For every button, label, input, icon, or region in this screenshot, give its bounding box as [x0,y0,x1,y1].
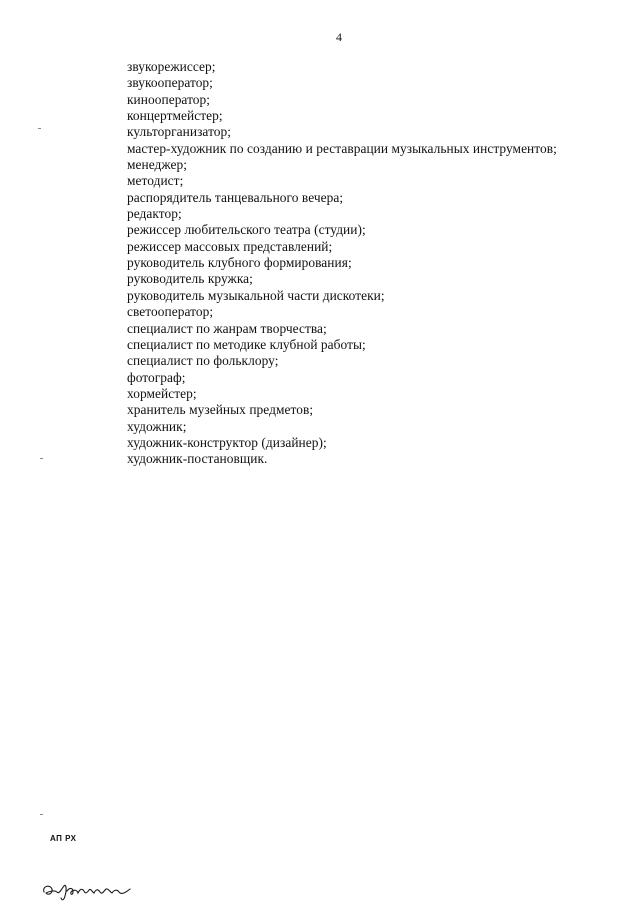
list-item: концертмейстер; [127,108,223,124]
list-item: фотограф; [127,369,186,385]
page-number: 4 [336,30,342,44]
list-item: руководитель музыкальной части дискотеки; [127,287,385,303]
list-item: культорганизатор; [127,124,232,140]
list-item: руководитель кружка; [127,271,253,287]
list-item: художник-конструктор (дизайнер); [127,434,327,450]
list-item: хранитель музейных предметов; [127,402,314,418]
archive-stamp: АП РХ [50,834,77,843]
list-item: художник; [127,418,187,434]
list-item: кинооператор; [127,91,211,107]
list-item: менеджер; [127,157,188,173]
list-item: методист; [127,173,184,189]
list-item: режиссер массовых представлений; [127,238,333,254]
list-item: специалист по методике клубной работы; [127,336,366,352]
margin-mark [38,128,41,129]
list-item: руководитель клубного формирования; [127,255,352,271]
profession-list [127,59,557,468]
margin-mark [40,814,43,815]
list-item: распорядитель танцевального вечера; [127,189,344,205]
list-item: специалист по жанрам творчества; [127,320,327,336]
list-item: художник-постановщик. [127,451,268,467]
list-item: хормейстер; [127,385,197,401]
list-item: звукооператор; [127,75,213,91]
list-item: редактор; [127,206,182,222]
margin-mark [40,458,43,459]
list-item: светооператор; [127,304,214,320]
list-item: звукорежиссер; [127,59,216,74]
list-item: режиссер любительского театра (студии); [127,222,366,238]
handwritten-signature [40,874,135,902]
list-item: мастер-художник по созданию и реставрации музыкальных инструментов; [127,140,557,156]
list-item: специалист по фольклору; [127,353,279,369]
